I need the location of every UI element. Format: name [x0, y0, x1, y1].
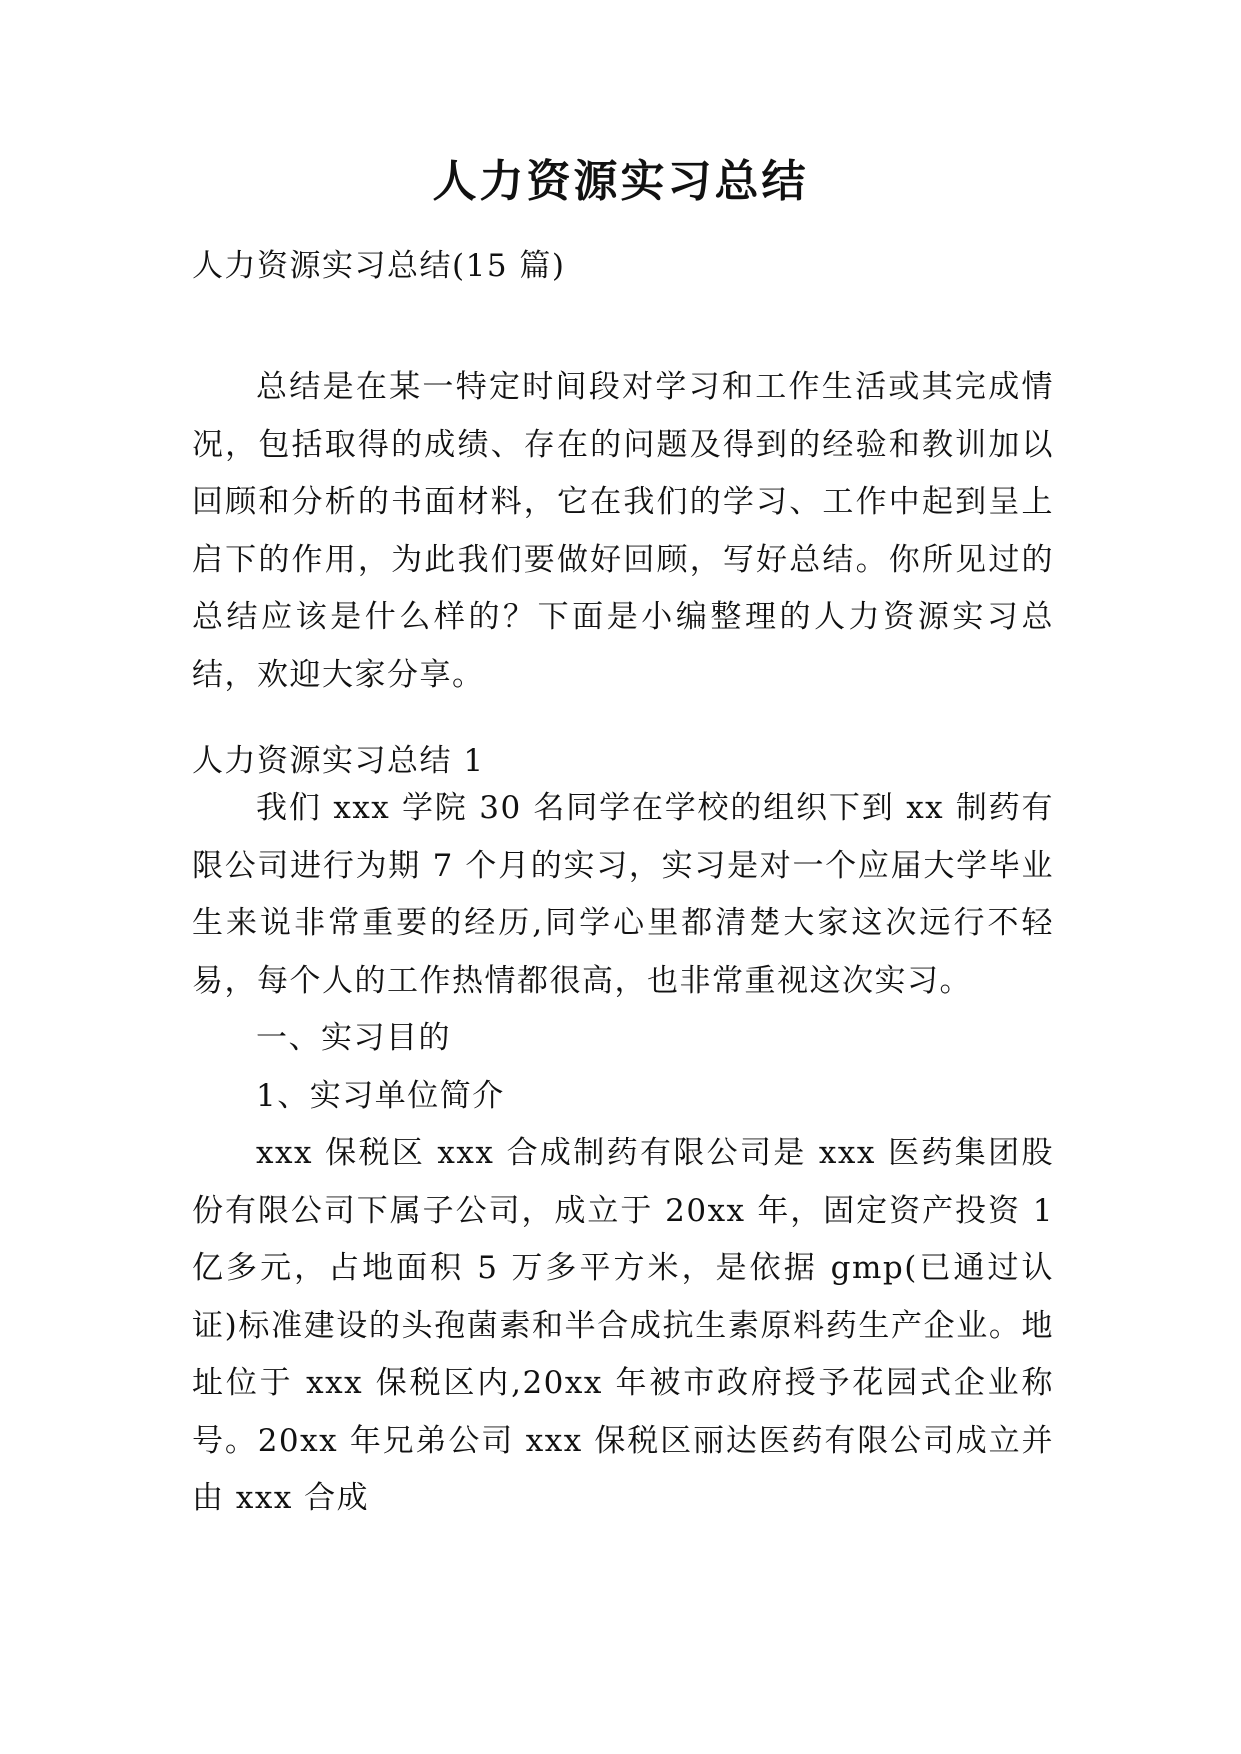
heading-unit-introduction: 1、实习单位简介 [256, 1077, 505, 1114]
section-heading-1: 人力资源实习总结 1 [192, 743, 485, 779]
intro-text: 总结是在某一特定时间段对学习和工作生活或其完成情况，包括取得的成绩、存在的问题及得到的经验和教训加以回顾和分析的书面材料，它在我们的学习、工作中起到呈上启下的作用，为此我们要做好回顾，写好总结。你所见过的总结应该是什么样的？下面是小编整理的人力资源实习总结，欢迎大家分享。 [192, 369, 1054, 693]
section-1-body [192, 780, 1054, 1528]
section-1-paragraph-1: 我们 xxx 学院 30 名同学在学校的组织下到 xx 制药有限公司进行为期 7 个月的实习，实习是对一个应届大学毕业生来说非常重要的经历,同学心里都清楚大家这次远行不轻易，每个人的工作热情都很高，也非常重视这次实习。 [192, 790, 1054, 999]
document-title: 人力资源实习总结 [432, 156, 809, 207]
document-subtitle: 人力资源实习总结(15 篇) [192, 248, 566, 284]
intro-paragraph [192, 359, 1054, 704]
section-1-paragraph-2: xxx 保税区 xxx 合成制药有限公司是 xxx 医药集团股份有限公司下属子公司，成立于 20xx 年，固定资产投资 1 亿多元，占地面积 5 万多平方米，是依据 gmp(已通过认证)标准建设的头孢菌素和半合成抗生素原料药生产企业。地址位于 xxx 保税区内,20xx 年被市政府授予花园式企业称号。20xx 年兄弟公司 xxx 保税区丽达医药有限公司成立并由 xxx 合成 [192, 1135, 1054, 1516]
heading-internship-purpose: 一、实习目的 [256, 1020, 451, 1056]
